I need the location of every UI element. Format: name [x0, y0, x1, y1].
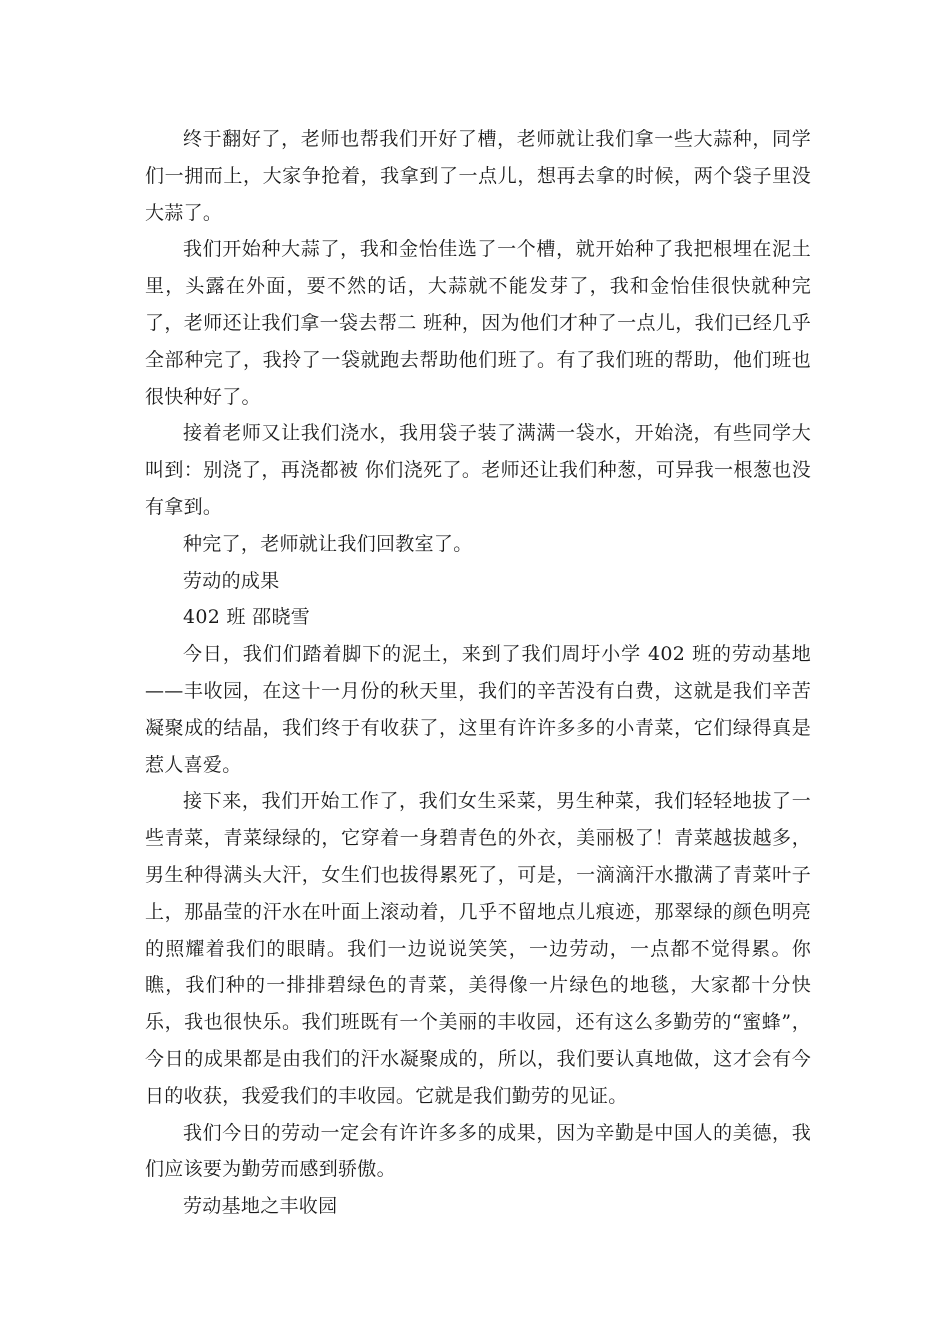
paragraph-5: 今日，我们们踏着脚下的泥土，来到了我们周圩小学 402 班的劳动基地——丰收园，在这十一月份的秋天里，我们的辛苦没有白费，这就是我们辛苦凝聚成的结晶，我们终于有收获了，这里有许许多多的小青菜，它们绿得真是惹人喜爱。: [145, 643, 811, 776]
document-body: [145, 121, 811, 1225]
paragraph-6: 接下来，我们开始工作了，我们女生采菜，男生种菜，我们轻轻地拔了一些青菜，青菜绿绿的，它穿着一身碧青色的外衣，美丽极了！青菜越拔越多，男生种得满头大汗，女生们也拔得累死了，可是，一滴滴汗水撒满了青菜叶子上，那晶莹的汗水在叶面上滚动着，几乎不留地点儿痕迹，那翠绿的颜色明亮的照耀着我们的眼睛。我们一边说说笑笑，一边劳动，一点都不觉得累。你瞧，我们种的一排排碧绿色的青菜，美得像一片绿色的地毯，大家都十分快乐，我也很快乐。我们班既有一个美丽的丰收园，还有这么多勤劳的“蜜蜂”，今日的成果都是由我们的汗水凝聚成的，所以，我们要认真地做，这才会有今日的收获，我爱我们的丰收园。它就是我们勤劳的见证。: [145, 790, 811, 1107]
paragraph-2: 我们开始种大蒜了，我和金怡佳选了一个槽，就开始种了我把根埋在泥土里，头露在外面，要不然的话，大蒜就不能发芽了，我和金怡佳很快就种完了，老师还让我们拿一袋去帮二 班种，因为他们才种了一点儿，我们已经几乎全部种完了，我拎了一袋就跑去帮助他们班了。有了我们班的帮助，他们班也很快种好了。: [145, 238, 811, 408]
paragraph-7: 我们今日的劳动一定会有许许多多的成果，因为辛勤是中国人的美德，我们应该要为勤劳而感到骄傲。: [145, 1121, 811, 1181]
next-essay-title: 劳动基地之丰收园: [183, 1195, 338, 1218]
essay-title: 劳动的成果: [183, 569, 280, 592]
paragraph-4: 种完了，老师就让我们回教室了。: [183, 532, 473, 555]
paragraph-1: 终于翻好了，老师也帮我们开好了槽，老师就让我们拿一些大蒜种，同学们一拥而上，大家争抢着，我拿到了一点儿，想再去拿的时候，两个袋子里没大蒜了。: [145, 128, 811, 224]
paragraph-3: 接着老师又让我们浇水，我用袋子装了满满一袋水，开始浇，有些同学大叫到：别浇了，再浇都被 你们浇死了。老师还让我们种葱，可异我一根葱也没有拿到。: [145, 422, 811, 518]
essay-author: 402 班 邵晓雪: [183, 606, 311, 629]
